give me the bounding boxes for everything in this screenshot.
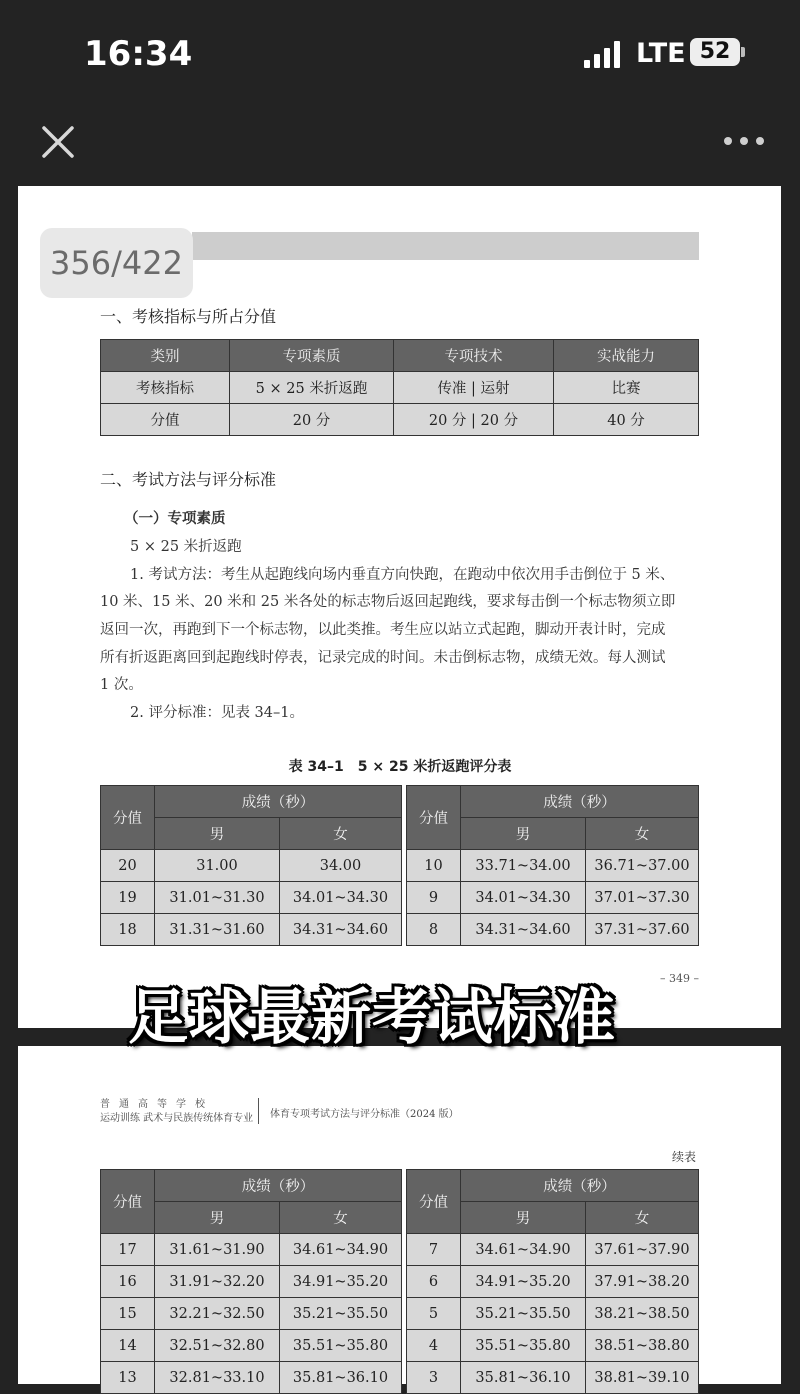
male-header: 男 <box>155 818 280 850</box>
table-cell: 19 <box>101 882 155 914</box>
table-cell: 比赛 <box>554 372 699 404</box>
table-cell: 5 × 25 米折返跑 <box>230 372 394 404</box>
table-cell: 34.01~34.30 <box>461 882 586 914</box>
result-header: 成绩（秒） <box>461 786 699 818</box>
table-cell: 14 <box>101 1330 155 1362</box>
table-header-cell: 专项技术 <box>394 340 554 372</box>
table-cell: 34.91~35.20 <box>461 1266 586 1298</box>
table-cell: 35.81~36.10 <box>461 1362 586 1394</box>
table-cell: 20 分 <box>230 404 394 436</box>
table-cell: 34.31~34.60 <box>280 914 402 946</box>
video-overlay-title: 足球最新考试标准 <box>128 983 616 1053</box>
table-cell: 36.71~37.00 <box>586 850 699 882</box>
score-table-right <box>406 785 699 946</box>
table-cell: 31.91~32.20 <box>155 1266 280 1298</box>
table-cell: 35.21~35.50 <box>461 1298 586 1330</box>
table-cell: 35.81~36.10 <box>280 1362 402 1394</box>
criteria-line: 2. 评分标准：见表 34–1。 <box>130 705 304 721</box>
status-time: 16:34 <box>84 34 193 74</box>
score-table-left <box>100 785 402 946</box>
table-cell: 38.81~39.10 <box>586 1362 699 1394</box>
table-cell: 32.51~32.80 <box>155 1330 280 1362</box>
table-cell: 9 <box>407 882 461 914</box>
table-cell: 34.61~34.90 <box>461 1234 586 1266</box>
female-header: 女 <box>586 1202 699 1234</box>
table-cell: 8 <box>407 914 461 946</box>
table-cell: 34.01~34.30 <box>280 882 402 914</box>
method-line: 10 米、15 米、20 米和 25 米各处的标志物后返回起跑线，要求每击倒一个标志物须立即 <box>100 594 676 610</box>
table-cell: 37.91~38.20 <box>586 1266 699 1298</box>
table-cell: 18 <box>101 914 155 946</box>
running-header-school: 普通高等学校 <box>100 1099 214 1110</box>
table-cell: 7 <box>407 1234 461 1266</box>
page-counter[interactable]: 356/422 <box>40 228 193 298</box>
more-options-icon[interactable] <box>720 128 768 154</box>
table-cell: 31.31~31.60 <box>155 914 280 946</box>
battery-icon: 52 <box>690 38 740 66</box>
female-header: 女 <box>280 818 402 850</box>
table-header-cell: 实战能力 <box>554 340 699 372</box>
table-cell: 考核指标 <box>101 372 230 404</box>
running-header-left <box>100 1098 253 1126</box>
table-cell: 15 <box>101 1298 155 1330</box>
result-header: 成绩（秒） <box>155 1170 402 1202</box>
score-header: 分值 <box>101 786 155 850</box>
score-header: 分值 <box>407 1170 461 1234</box>
method-line: 1. 考试方法：考生从起跑线向场内垂直方向快跑，在跑动中依次用手击倒位于 5 米、 <box>130 567 675 583</box>
table-cell: 34.91~35.20 <box>280 1266 402 1298</box>
table-cell: 33.71~34.00 <box>461 850 586 882</box>
table-cell: 32.81~33.10 <box>155 1362 280 1394</box>
result-header: 成绩（秒） <box>155 786 402 818</box>
result-header: 成绩（秒） <box>461 1170 699 1202</box>
table-cell: 35.51~35.80 <box>280 1330 402 1362</box>
table-header-cell: 类别 <box>101 340 230 372</box>
table-cell: 37.31~37.60 <box>586 914 699 946</box>
table-cell: 31.01~31.30 <box>155 882 280 914</box>
male-header: 男 <box>155 1202 280 1234</box>
table-cell: 分值 <box>101 404 230 436</box>
table-cell: 32.21~32.50 <box>155 1298 280 1330</box>
table-cell: 13 <box>101 1362 155 1394</box>
table-cell: 传准 | 运射 <box>394 372 554 404</box>
page-number: – 349 – <box>660 972 699 985</box>
subsection-title: （一）专项素质 <box>124 510 226 527</box>
table-cell: 35.51~35.80 <box>461 1330 586 1362</box>
table-cell: 34.31~34.60 <box>461 914 586 946</box>
male-header: 男 <box>461 1202 586 1234</box>
table-cell: 17 <box>101 1234 155 1266</box>
method-line: 返回一次，再跑到下一个标志物，以此类推。考生应以站立式起跑，脚动开表计时，完成 <box>100 622 666 638</box>
score-header: 分值 <box>101 1170 155 1234</box>
table-caption: 表 34–1 5 × 25 米折返跑评分表 <box>288 759 512 775</box>
male-header: 男 <box>461 818 586 850</box>
viewer-toolbar <box>0 100 800 186</box>
score-table-right-cont <box>406 1169 699 1394</box>
table-cell: 38.51~38.80 <box>586 1330 699 1362</box>
continued-label: 续表 <box>672 1150 697 1164</box>
table-cell: 6 <box>407 1266 461 1298</box>
network-label: LTE <box>636 38 686 69</box>
table-cell: 31.61~31.90 <box>155 1234 280 1266</box>
method-line: 1 次。 <box>100 677 143 693</box>
table-cell: 37.01~37.30 <box>586 882 699 914</box>
score-header: 分值 <box>407 786 461 850</box>
table-cell: 34.00 <box>280 850 402 882</box>
section1-title: 一、考核指标与所占分值 <box>100 307 277 326</box>
table-cell: 31.00 <box>155 850 280 882</box>
table-cell: 34.61~34.90 <box>280 1234 402 1266</box>
table-cell: 5 <box>407 1298 461 1330</box>
method-line: 所有折返距离回到起跑线时停表，记录完成的时间。未击倒标志物，成绩无效。每人测试 <box>100 650 666 666</box>
table-cell: 37.61~37.90 <box>586 1234 699 1266</box>
table-cell: 40 分 <box>554 404 699 436</box>
female-header: 女 <box>586 818 699 850</box>
running-header-major: 运动训练 武术与民族传统体育专业 <box>100 1113 254 1124</box>
score-table-left-cont <box>100 1169 402 1394</box>
chapter-header-band <box>192 232 699 260</box>
section2-title: 二、考试方法与评分标准 <box>100 470 277 489</box>
signal-icon <box>584 40 624 68</box>
table-cell: 20 <box>101 850 155 882</box>
table-cell: 3 <box>407 1362 461 1394</box>
table-cell: 16 <box>101 1266 155 1298</box>
table-cell: 10 <box>407 850 461 882</box>
female-header: 女 <box>280 1202 402 1234</box>
running-header-right: 体育专项考试方法与评分标准（2024 版） <box>270 1109 459 1120</box>
table-cell: 35.21~35.50 <box>280 1298 402 1330</box>
table-cell: 4 <box>407 1330 461 1362</box>
test-item-name: 5 × 25 米折返跑 <box>130 539 242 555</box>
table-cell: 38.21~38.50 <box>586 1298 699 1330</box>
table-cell: 20 分 | 20 分 <box>394 404 554 436</box>
battery-tip <box>741 47 745 57</box>
running-header-divider <box>258 1098 259 1124</box>
table-header-cell: 专项素质 <box>230 340 394 372</box>
close-icon[interactable] <box>38 122 78 162</box>
assessment-table <box>100 339 699 436</box>
